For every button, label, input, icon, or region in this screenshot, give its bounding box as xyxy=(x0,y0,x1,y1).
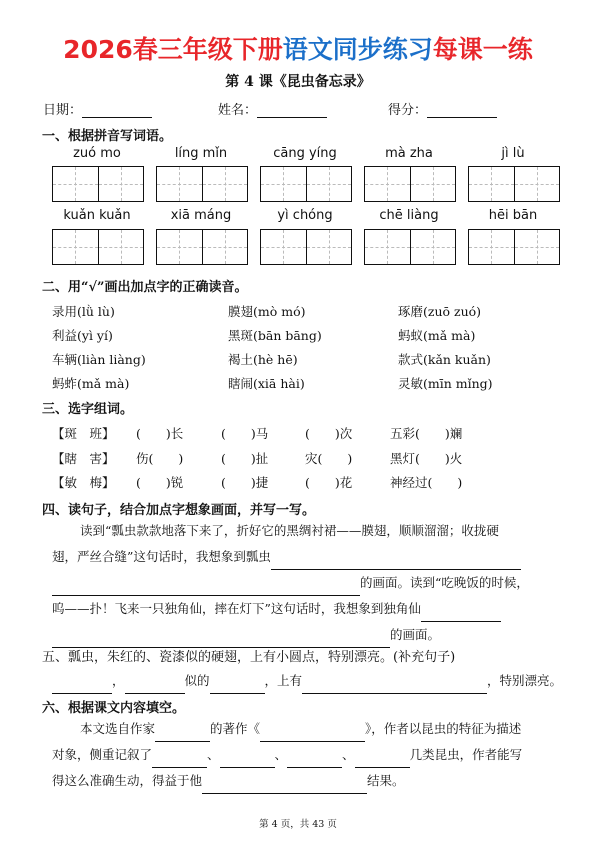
answer-blank[interactable] xyxy=(287,753,342,768)
fill-text: 本文选自作家 xyxy=(80,721,156,736)
passage-line xyxy=(52,622,440,648)
passage-line xyxy=(52,544,521,570)
title-subject: 语文同步练习 xyxy=(282,35,433,64)
pinyin-label: jì lù xyxy=(501,146,525,161)
passage-text: 的画面。读到“吃晚饭的时候， xyxy=(360,575,529,590)
score-blank[interactable] xyxy=(427,105,497,118)
passage-text: 的画面。 xyxy=(390,627,441,642)
section-5-heading: 五、瓢虫，朱红的、瓷漆似的硬翅，上有小圆点，特别漂亮。(补充句子) xyxy=(42,650,456,665)
answer-blank[interactable] xyxy=(220,753,275,768)
reading-option[interactable]: 琢磨(zuō zuó) xyxy=(398,304,482,319)
passage-line xyxy=(52,596,501,622)
fill-line xyxy=(52,768,405,794)
section-1-heading: 一、根据拼音写词语。 xyxy=(42,129,173,144)
word-blank[interactable]: ( )次 xyxy=(305,426,353,441)
answer-blank[interactable] xyxy=(125,679,185,694)
page-number: 第 4 页，共 43 页 xyxy=(259,819,337,830)
word-blank[interactable]: ( )捷 xyxy=(221,475,269,490)
date-blank[interactable] xyxy=(82,105,152,118)
answer-blank[interactable] xyxy=(421,607,501,622)
char-pair: 【敏 梅】 xyxy=(52,475,115,490)
fill-text: 、 xyxy=(274,747,288,762)
fill-text: 》，作者以昆虫的特征为描述 xyxy=(365,721,522,736)
reading-option[interactable]: 蚂蚱(mǎ mà) xyxy=(52,376,130,391)
sentence-text: ，上有 xyxy=(264,673,303,688)
reading-option[interactable]: 褐土(hè hē) xyxy=(228,352,298,367)
word-blank[interactable]: ( )锐 xyxy=(136,475,184,490)
writing-grid[interactable] xyxy=(52,166,144,202)
answer-blank[interactable] xyxy=(202,779,367,794)
writing-grid[interactable] xyxy=(156,166,248,202)
pinyin-label: xiā máng xyxy=(170,208,232,223)
word-blank[interactable]: ( )长 xyxy=(136,426,184,441)
fill-text: 几类昆虫，作者能写 xyxy=(409,747,523,762)
section-3-heading: 三、选字组词。 xyxy=(42,402,134,417)
title-grade: 三年级下册 xyxy=(157,35,283,64)
reading-option[interactable]: 录用(lǜ lù) xyxy=(52,304,115,319)
reading-option[interactable]: 黑斑(bān bāng) xyxy=(228,328,322,343)
writing-grid[interactable] xyxy=(260,166,352,202)
section-4-heading: 四、读句子，结合加点字想象画面，并写一写。 xyxy=(42,503,316,518)
score-label: 得分： xyxy=(388,103,428,118)
answer-blank[interactable] xyxy=(260,727,365,742)
date-label: 日期： xyxy=(43,103,83,118)
answer-blank[interactable] xyxy=(271,555,521,570)
word-blank[interactable]: 神经过( ) xyxy=(390,475,463,490)
char-pair: 【斑 班】 xyxy=(52,426,115,441)
reading-option[interactable]: 款式(kǎn kuǎn) xyxy=(398,352,491,367)
word-blank[interactable]: ( )花 xyxy=(305,475,353,490)
name-label: 姓名： xyxy=(218,103,258,118)
fill-line xyxy=(52,742,522,768)
writing-grid[interactable] xyxy=(468,229,560,265)
answer-blank[interactable] xyxy=(152,753,207,768)
fill-line xyxy=(80,716,521,742)
writing-grid[interactable] xyxy=(364,229,456,265)
pinyin-label: cāng yíng xyxy=(273,146,337,161)
date-field[interactable] xyxy=(43,99,152,118)
reading-option[interactable]: 灵敏(mīn mǐng) xyxy=(398,376,493,391)
word-blank[interactable]: 灾( ) xyxy=(305,451,353,466)
reading-option[interactable]: 蚂蚁(mǎ mà) xyxy=(398,328,476,343)
reading-option[interactable]: 瞎闹(xiā hài) xyxy=(228,376,305,391)
fill-text: 对象，侧重记叙了 xyxy=(52,747,153,762)
answer-blank[interactable] xyxy=(52,581,360,596)
section-6-heading: 六、根据课文内容填空。 xyxy=(42,701,186,716)
title-practice: 每课一练 xyxy=(432,35,533,64)
pinyin-label: chē liàng xyxy=(379,208,439,223)
page-title xyxy=(0,30,596,66)
passage-text: 翅，严丝合缝”这句话时，我想象到瓢虫 xyxy=(52,549,271,564)
sentence-text: ， xyxy=(112,673,125,688)
reading-option[interactable]: 膜翅(mò mó) xyxy=(228,304,306,319)
answer-blank[interactable] xyxy=(355,753,410,768)
pinyin-label: zuó mo xyxy=(73,146,121,161)
pinyin-label: kuǎn kuǎn xyxy=(63,208,131,223)
reading-option[interactable]: 利益(yì yí) xyxy=(52,328,113,343)
reading-option[interactable]: 车辆(liàn liàng) xyxy=(52,352,146,367)
word-blank[interactable]: ( )马 xyxy=(221,426,269,441)
pinyin-label: líng mǐn xyxy=(174,146,228,161)
answer-blank[interactable] xyxy=(155,727,210,742)
fill-text: 、 xyxy=(342,747,355,762)
score-field[interactable] xyxy=(388,99,497,118)
fill-text: 得这么准确生动，得益于他 xyxy=(52,773,203,788)
name-field[interactable] xyxy=(218,99,327,118)
title-year: 2026春 xyxy=(63,35,158,64)
pinyin-label: yì chóng xyxy=(277,208,333,223)
sentence-line xyxy=(52,668,562,694)
writing-grid[interactable] xyxy=(52,229,144,265)
answer-blank[interactable] xyxy=(210,679,265,694)
sentence-text: 似的 xyxy=(184,673,210,688)
writing-grid[interactable] xyxy=(156,229,248,265)
passage-line xyxy=(52,570,529,596)
pinyin-label: hēi bān xyxy=(488,208,538,223)
word-blank[interactable]: 五彩( )斓 xyxy=(390,426,463,441)
writing-grid[interactable] xyxy=(260,229,352,265)
sentence-text: ，特别漂亮。 xyxy=(487,673,563,688)
fill-text: 的著作《 xyxy=(210,721,261,736)
word-blank[interactable]: 伤( ) xyxy=(136,451,184,466)
pinyin-label: mà zha xyxy=(385,146,433,161)
word-blank[interactable]: 黑灯( )火 xyxy=(390,451,463,466)
writing-grid[interactable] xyxy=(468,166,560,202)
name-blank[interactable] xyxy=(257,105,327,118)
fill-text: 、 xyxy=(207,747,220,762)
answer-blank[interactable] xyxy=(52,679,112,694)
writing-grid[interactable] xyxy=(364,166,456,202)
word-blank[interactable]: ( )扯 xyxy=(221,451,269,466)
char-pair: 【瞎 害】 xyxy=(52,451,115,466)
passage-line: 读到“瓢虫款款地落下来了，折好它的黑绸衬裙——膜翅，顺顺溜溜；收拢硬 xyxy=(80,523,499,538)
passage-text: 呜——扑！飞来一只独角仙，摔在灯下”这句话时，我想象到独角仙 xyxy=(52,601,421,616)
section-2-heading: 二、用“√”画出加点字的正确读音。 xyxy=(42,280,248,295)
lesson-subtitle: 第 4 课《昆虫备忘录》 xyxy=(225,74,371,90)
answer-blank[interactable] xyxy=(302,679,487,694)
fill-text: 结果。 xyxy=(367,773,405,788)
